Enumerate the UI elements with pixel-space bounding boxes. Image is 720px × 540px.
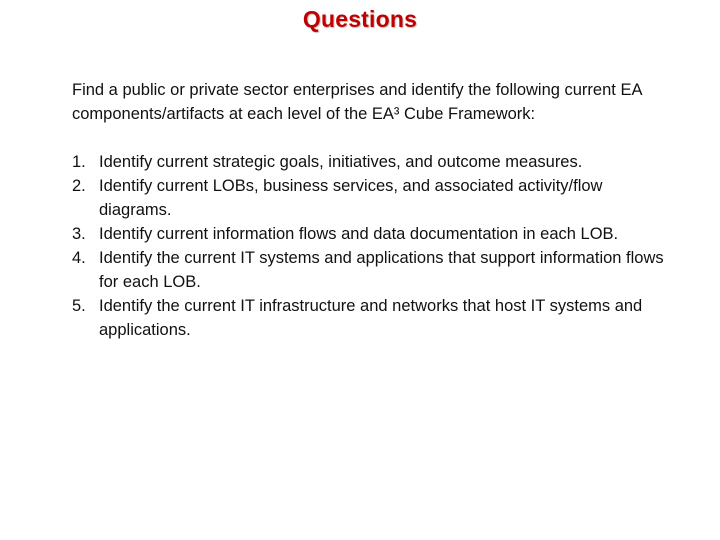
list-item-text: Identify the current IT infrastructure and networks that host IT systems and applications. <box>99 297 643 339</box>
list-item <box>72 246 672 294</box>
list-item-text: Identify current LOBs, business services, and associated activity/flow diagrams. <box>99 177 603 219</box>
list-item-text: Identify current information flows and data documentation in each LOB. <box>99 225 619 243</box>
list-item-number: 5. <box>72 297 86 315</box>
list-item-text: Identify the current IT systems and applications that support information flows for each LOB. <box>99 249 664 291</box>
list-item <box>72 174 672 222</box>
page-title: Questions <box>302 6 418 32</box>
slide-body <box>72 78 672 342</box>
list-item-number: 3. <box>72 225 86 243</box>
list-item-number: 1. <box>72 153 86 171</box>
list-item-text: Identify current strategic goals, initiatives, and outcome measures. <box>99 153 583 171</box>
list-item-number: 2. <box>72 177 86 195</box>
intro-paragraph: Find a public or private sector enterprises and identify the following current EA components/artifacts at each level of the EA³ Cube Framework: <box>72 81 642 123</box>
list-item <box>72 222 672 246</box>
list-item-number: 4. <box>72 249 86 267</box>
question-list <box>72 150 672 342</box>
list-item <box>72 150 672 174</box>
list-item <box>72 294 672 342</box>
